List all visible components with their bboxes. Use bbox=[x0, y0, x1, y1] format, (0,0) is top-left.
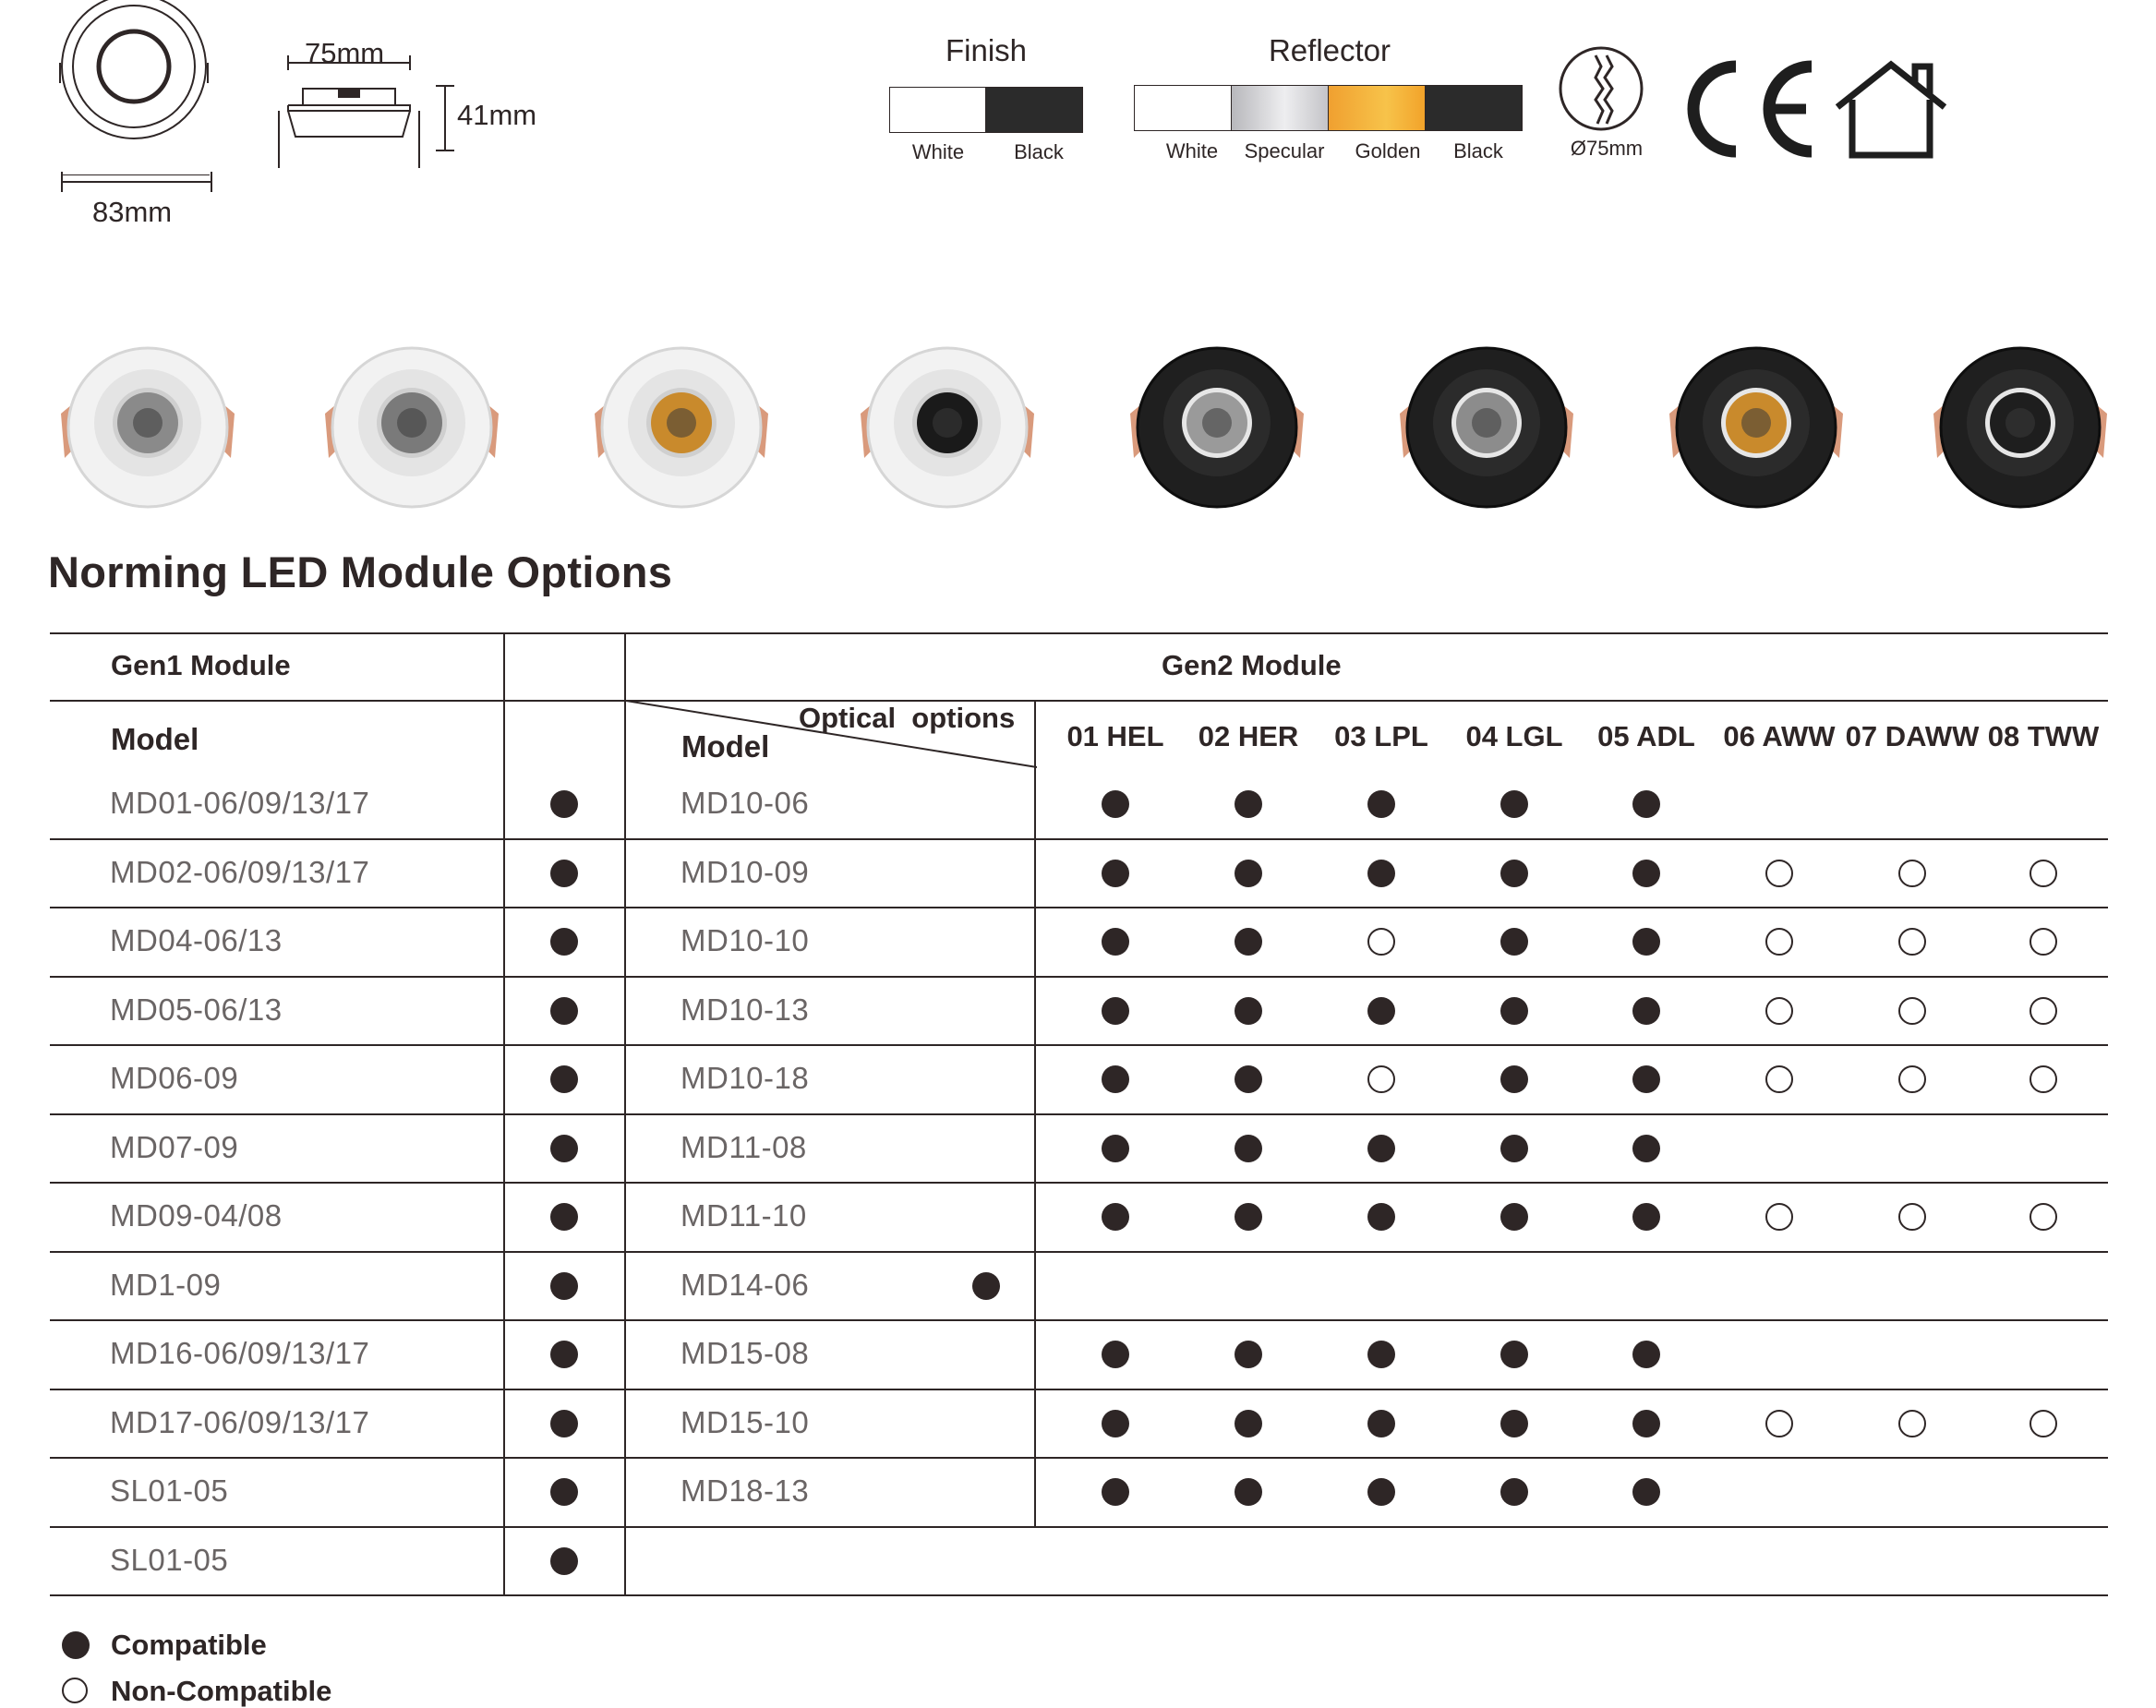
reflector-label-black: Black bbox=[1453, 139, 1503, 162]
optical-option-dot bbox=[1898, 1203, 1926, 1231]
optical-option-dot bbox=[1235, 1478, 1262, 1506]
reflector-swatch-black bbox=[1425, 85, 1523, 131]
gen2-model-cell: MD10-06 bbox=[681, 786, 810, 821]
product-photo bbox=[319, 340, 504, 515]
optical-options-header: Optical options bbox=[799, 702, 1016, 734]
product-photo bbox=[1394, 340, 1579, 515]
optical-option-dot bbox=[1765, 860, 1793, 887]
legend-compatible-label: Compatible bbox=[111, 1629, 267, 1661]
optical-option-dot bbox=[1500, 1135, 1528, 1162]
finish-swatch-white bbox=[889, 87, 987, 133]
optical-option-header: 05 ADL bbox=[1597, 720, 1695, 752]
optical-option-dot bbox=[1898, 1065, 1926, 1093]
finish-swatch-black bbox=[985, 87, 1083, 133]
gen1-model-cell: SL01-05 bbox=[110, 1473, 229, 1509]
ce-mark-icon bbox=[1682, 59, 1819, 159]
optical-option-dot bbox=[1632, 1341, 1660, 1368]
optical-option-dot bbox=[1632, 1410, 1660, 1437]
row-divider bbox=[50, 1182, 2108, 1184]
optical-option-dot bbox=[1765, 928, 1793, 956]
optical-option-dot bbox=[1632, 860, 1660, 887]
row-divider bbox=[50, 1319, 2108, 1321]
cutout-diameter-icon bbox=[1557, 44, 1645, 133]
optical-option-dot bbox=[1367, 1065, 1395, 1093]
gen1-model-cell: MD06-09 bbox=[110, 1061, 239, 1096]
table-header-divider bbox=[50, 700, 2108, 702]
gen2-model-cell: MD14-06 bbox=[681, 1267, 810, 1302]
optical-option-dot bbox=[1235, 1135, 1262, 1162]
outer-diameter-label: 83mm bbox=[92, 196, 173, 228]
gen1-compatibility-dot bbox=[550, 1272, 578, 1300]
optical-option-dot bbox=[1632, 790, 1660, 818]
optical-option-dot bbox=[1500, 928, 1528, 956]
height-dimension-line bbox=[434, 85, 456, 151]
gen1-compatibility-dot bbox=[550, 1478, 578, 1506]
optical-option-dot bbox=[1500, 1410, 1528, 1437]
outer-diameter-dimension-line bbox=[61, 172, 212, 192]
optical-option-header: 02 HER bbox=[1198, 720, 1299, 752]
reflector-swatch-white bbox=[1134, 85, 1232, 131]
optical-option-dot bbox=[1632, 1135, 1660, 1162]
reflector-title: Reflector bbox=[1268, 33, 1391, 67]
optical-option-dot bbox=[1367, 790, 1395, 818]
row-divider bbox=[50, 907, 2108, 908]
cutout-diameter-label: Ø75mm bbox=[1570, 137, 1644, 160]
optical-option-dot bbox=[1632, 997, 1660, 1025]
optical-option-dot bbox=[1898, 928, 1926, 956]
optical-option-header: 06 AWW bbox=[1723, 720, 1836, 752]
gen1-model-cell: MD09-04/08 bbox=[110, 1198, 283, 1233]
optical-option-dot bbox=[1898, 860, 1926, 887]
gen2-model-cell: MD10-10 bbox=[681, 923, 810, 958]
optical-option-dot bbox=[1632, 928, 1660, 956]
height-label: 41mm bbox=[457, 99, 537, 131]
finish-label-white: White bbox=[911, 140, 965, 163]
optical-option-dot bbox=[2030, 860, 2057, 887]
gen1-compatibility-dot bbox=[550, 1341, 578, 1368]
optical-option-dot bbox=[1632, 1065, 1660, 1093]
gen1-compatibility-dot bbox=[550, 1410, 578, 1437]
optical-option-dot bbox=[2030, 1065, 2057, 1093]
optical-option-dot bbox=[1367, 1341, 1395, 1368]
header-diagonal-line bbox=[626, 701, 1037, 769]
gen1-model-cell: MD04-06/13 bbox=[110, 923, 283, 958]
optical-option-dot bbox=[1235, 860, 1262, 887]
optical-option-dot bbox=[1102, 1410, 1129, 1437]
gen1-model-cell: MD1-09 bbox=[110, 1267, 222, 1302]
gen1-model-header: Model bbox=[111, 722, 199, 756]
optical-option-header: 08 TWW bbox=[1987, 720, 2100, 752]
optical-option-dot bbox=[2030, 1203, 2057, 1231]
gen1-compatibility-dot bbox=[550, 1065, 578, 1093]
optical-option-dot bbox=[1102, 928, 1129, 956]
legend-noncompatible-label: Non-Compatible bbox=[111, 1675, 332, 1707]
row-divider bbox=[50, 1044, 2108, 1046]
gen2-compatibility-dot bbox=[972, 1272, 1000, 1300]
optical-option-dot bbox=[2030, 997, 2057, 1025]
product-photo bbox=[589, 340, 774, 515]
optical-option-dot bbox=[1235, 1410, 1262, 1437]
row-divider bbox=[50, 1113, 2108, 1115]
gen2-model-cell: MD10-18 bbox=[681, 1061, 810, 1096]
optical-option-dot bbox=[1102, 1135, 1129, 1162]
optical-option-dot bbox=[1898, 997, 1926, 1025]
optical-option-dot bbox=[1765, 997, 1793, 1025]
optical-option-dot bbox=[1102, 860, 1129, 887]
optical-option-dot bbox=[1102, 1065, 1129, 1093]
gen1-compatibility-dot bbox=[550, 1547, 578, 1575]
optical-option-dot bbox=[1765, 1203, 1793, 1231]
optical-option-dot bbox=[1102, 997, 1129, 1025]
gen2-model-header: Model bbox=[681, 729, 770, 764]
gen1-model-cell: SL01-05 bbox=[110, 1542, 229, 1577]
optical-option-dot bbox=[1235, 928, 1262, 956]
cutout-width-label: 75mm bbox=[305, 37, 385, 69]
gen1-compatibility-dot bbox=[550, 790, 578, 818]
row-divider bbox=[50, 1251, 2108, 1253]
optical-option-dot bbox=[1898, 1410, 1926, 1437]
gen2-model-cell: MD15-08 bbox=[681, 1336, 810, 1371]
optical-option-dot bbox=[1235, 790, 1262, 818]
side-view-drawing bbox=[275, 55, 423, 171]
gen2-divider bbox=[624, 632, 626, 1595]
finish-label-black: Black bbox=[1014, 140, 1064, 163]
optical-option-dot bbox=[2030, 1410, 2057, 1437]
optical-option-dot bbox=[1235, 1065, 1262, 1093]
gen1-compatibility-dot bbox=[550, 1203, 578, 1231]
gen1-header: Gen1 Module bbox=[111, 649, 291, 681]
optical-option-header: 07 DAWW bbox=[1845, 720, 1980, 752]
optical-option-dot bbox=[1765, 1065, 1793, 1093]
gen1-model-cell: MD16-06/09/13/17 bbox=[110, 1336, 370, 1371]
gen1-model-cell: MD02-06/09/13/17 bbox=[110, 854, 370, 889]
gen1-divider bbox=[503, 632, 505, 1595]
gen1-compatibility-dot bbox=[550, 997, 578, 1025]
optical-option-dot bbox=[1102, 1341, 1129, 1368]
row-divider bbox=[50, 1526, 2108, 1528]
gen2-model-cell: MD10-09 bbox=[681, 854, 810, 889]
row-divider bbox=[50, 1457, 2108, 1459]
optical-option-dot bbox=[1235, 1341, 1262, 1368]
top-view-drawing bbox=[55, 0, 222, 175]
optical-option-dot bbox=[1235, 1203, 1262, 1231]
gen1-model-cell: MD01-06/09/13/17 bbox=[110, 786, 370, 821]
gen1-model-cell: MD07-09 bbox=[110, 1129, 239, 1164]
optical-option-dot bbox=[1367, 860, 1395, 887]
gen1-compatibility-dot bbox=[550, 928, 578, 956]
row-divider bbox=[50, 838, 2108, 840]
gen1-model-cell: MD05-06/13 bbox=[110, 992, 283, 1027]
gen2-model-cell: MD10-13 bbox=[681, 992, 810, 1027]
optical-option-dot bbox=[2030, 928, 2057, 956]
row-divider bbox=[50, 1594, 2108, 1596]
indoor-house-icon bbox=[1834, 59, 1948, 161]
options-divider bbox=[1034, 701, 1036, 1526]
gen1-model-cell: MD17-06/09/13/17 bbox=[110, 1404, 370, 1439]
gen2-model-cell: MD11-08 bbox=[681, 1129, 807, 1164]
optical-option-dot bbox=[1235, 997, 1262, 1025]
reflector-label-golden: Golden bbox=[1355, 139, 1421, 162]
gen2-model-cell: MD11-10 bbox=[681, 1198, 807, 1233]
optical-option-dot bbox=[1500, 1478, 1528, 1506]
product-photo bbox=[1664, 340, 1849, 515]
page-title: Norming LED Module Options bbox=[48, 547, 673, 596]
optical-option-dot bbox=[1632, 1203, 1660, 1231]
optical-option-header: 03 LPL bbox=[1334, 720, 1428, 752]
optical-option-dot bbox=[1367, 928, 1395, 956]
product-photo bbox=[1125, 340, 1309, 515]
reflector-swatch-golden bbox=[1328, 85, 1426, 131]
legend-compatible-symbol bbox=[62, 1631, 90, 1659]
reflector-label-specular: Specular bbox=[1244, 139, 1325, 162]
optical-option-dot bbox=[1500, 997, 1528, 1025]
optical-option-dot bbox=[1500, 790, 1528, 818]
optical-option-dot bbox=[1765, 1410, 1793, 1437]
product-photo bbox=[855, 340, 1040, 515]
optical-option-dot bbox=[1102, 1203, 1129, 1231]
optical-option-dot bbox=[1102, 790, 1129, 818]
optical-option-dot bbox=[1500, 860, 1528, 887]
row-divider bbox=[50, 1389, 2108, 1390]
legend-noncompatible-symbol bbox=[62, 1678, 88, 1703]
table-top-border bbox=[50, 632, 2108, 634]
optical-option-dot bbox=[1632, 1478, 1660, 1506]
optical-option-dot bbox=[1367, 1135, 1395, 1162]
optical-option-dot bbox=[1500, 1341, 1528, 1368]
optical-option-header: 01 HEL bbox=[1066, 720, 1164, 752]
optical-option-dot bbox=[1500, 1203, 1528, 1231]
gen1-compatibility-dot bbox=[550, 1135, 578, 1162]
gen1-compatibility-dot bbox=[550, 860, 578, 887]
optical-option-dot bbox=[1367, 1478, 1395, 1506]
product-photo bbox=[1928, 340, 2113, 515]
optical-option-dot bbox=[1367, 1203, 1395, 1231]
gen2-header: Gen2 Module bbox=[1162, 649, 1342, 681]
optical-option-dot bbox=[1102, 1478, 1129, 1506]
optical-option-dot bbox=[1367, 997, 1395, 1025]
reflector-swatch-specular bbox=[1231, 85, 1329, 131]
optical-option-dot bbox=[1367, 1410, 1395, 1437]
gen2-model-cell: MD15-10 bbox=[681, 1404, 810, 1439]
gen2-model-cell: MD18-13 bbox=[681, 1473, 810, 1509]
finish-title: Finish bbox=[945, 33, 1028, 67]
product-photo bbox=[55, 340, 240, 515]
row-divider bbox=[50, 976, 2108, 978]
optical-option-header: 04 LGL bbox=[1465, 720, 1563, 752]
optical-option-dot bbox=[1500, 1065, 1528, 1093]
reflector-label-white: White bbox=[1165, 139, 1219, 162]
